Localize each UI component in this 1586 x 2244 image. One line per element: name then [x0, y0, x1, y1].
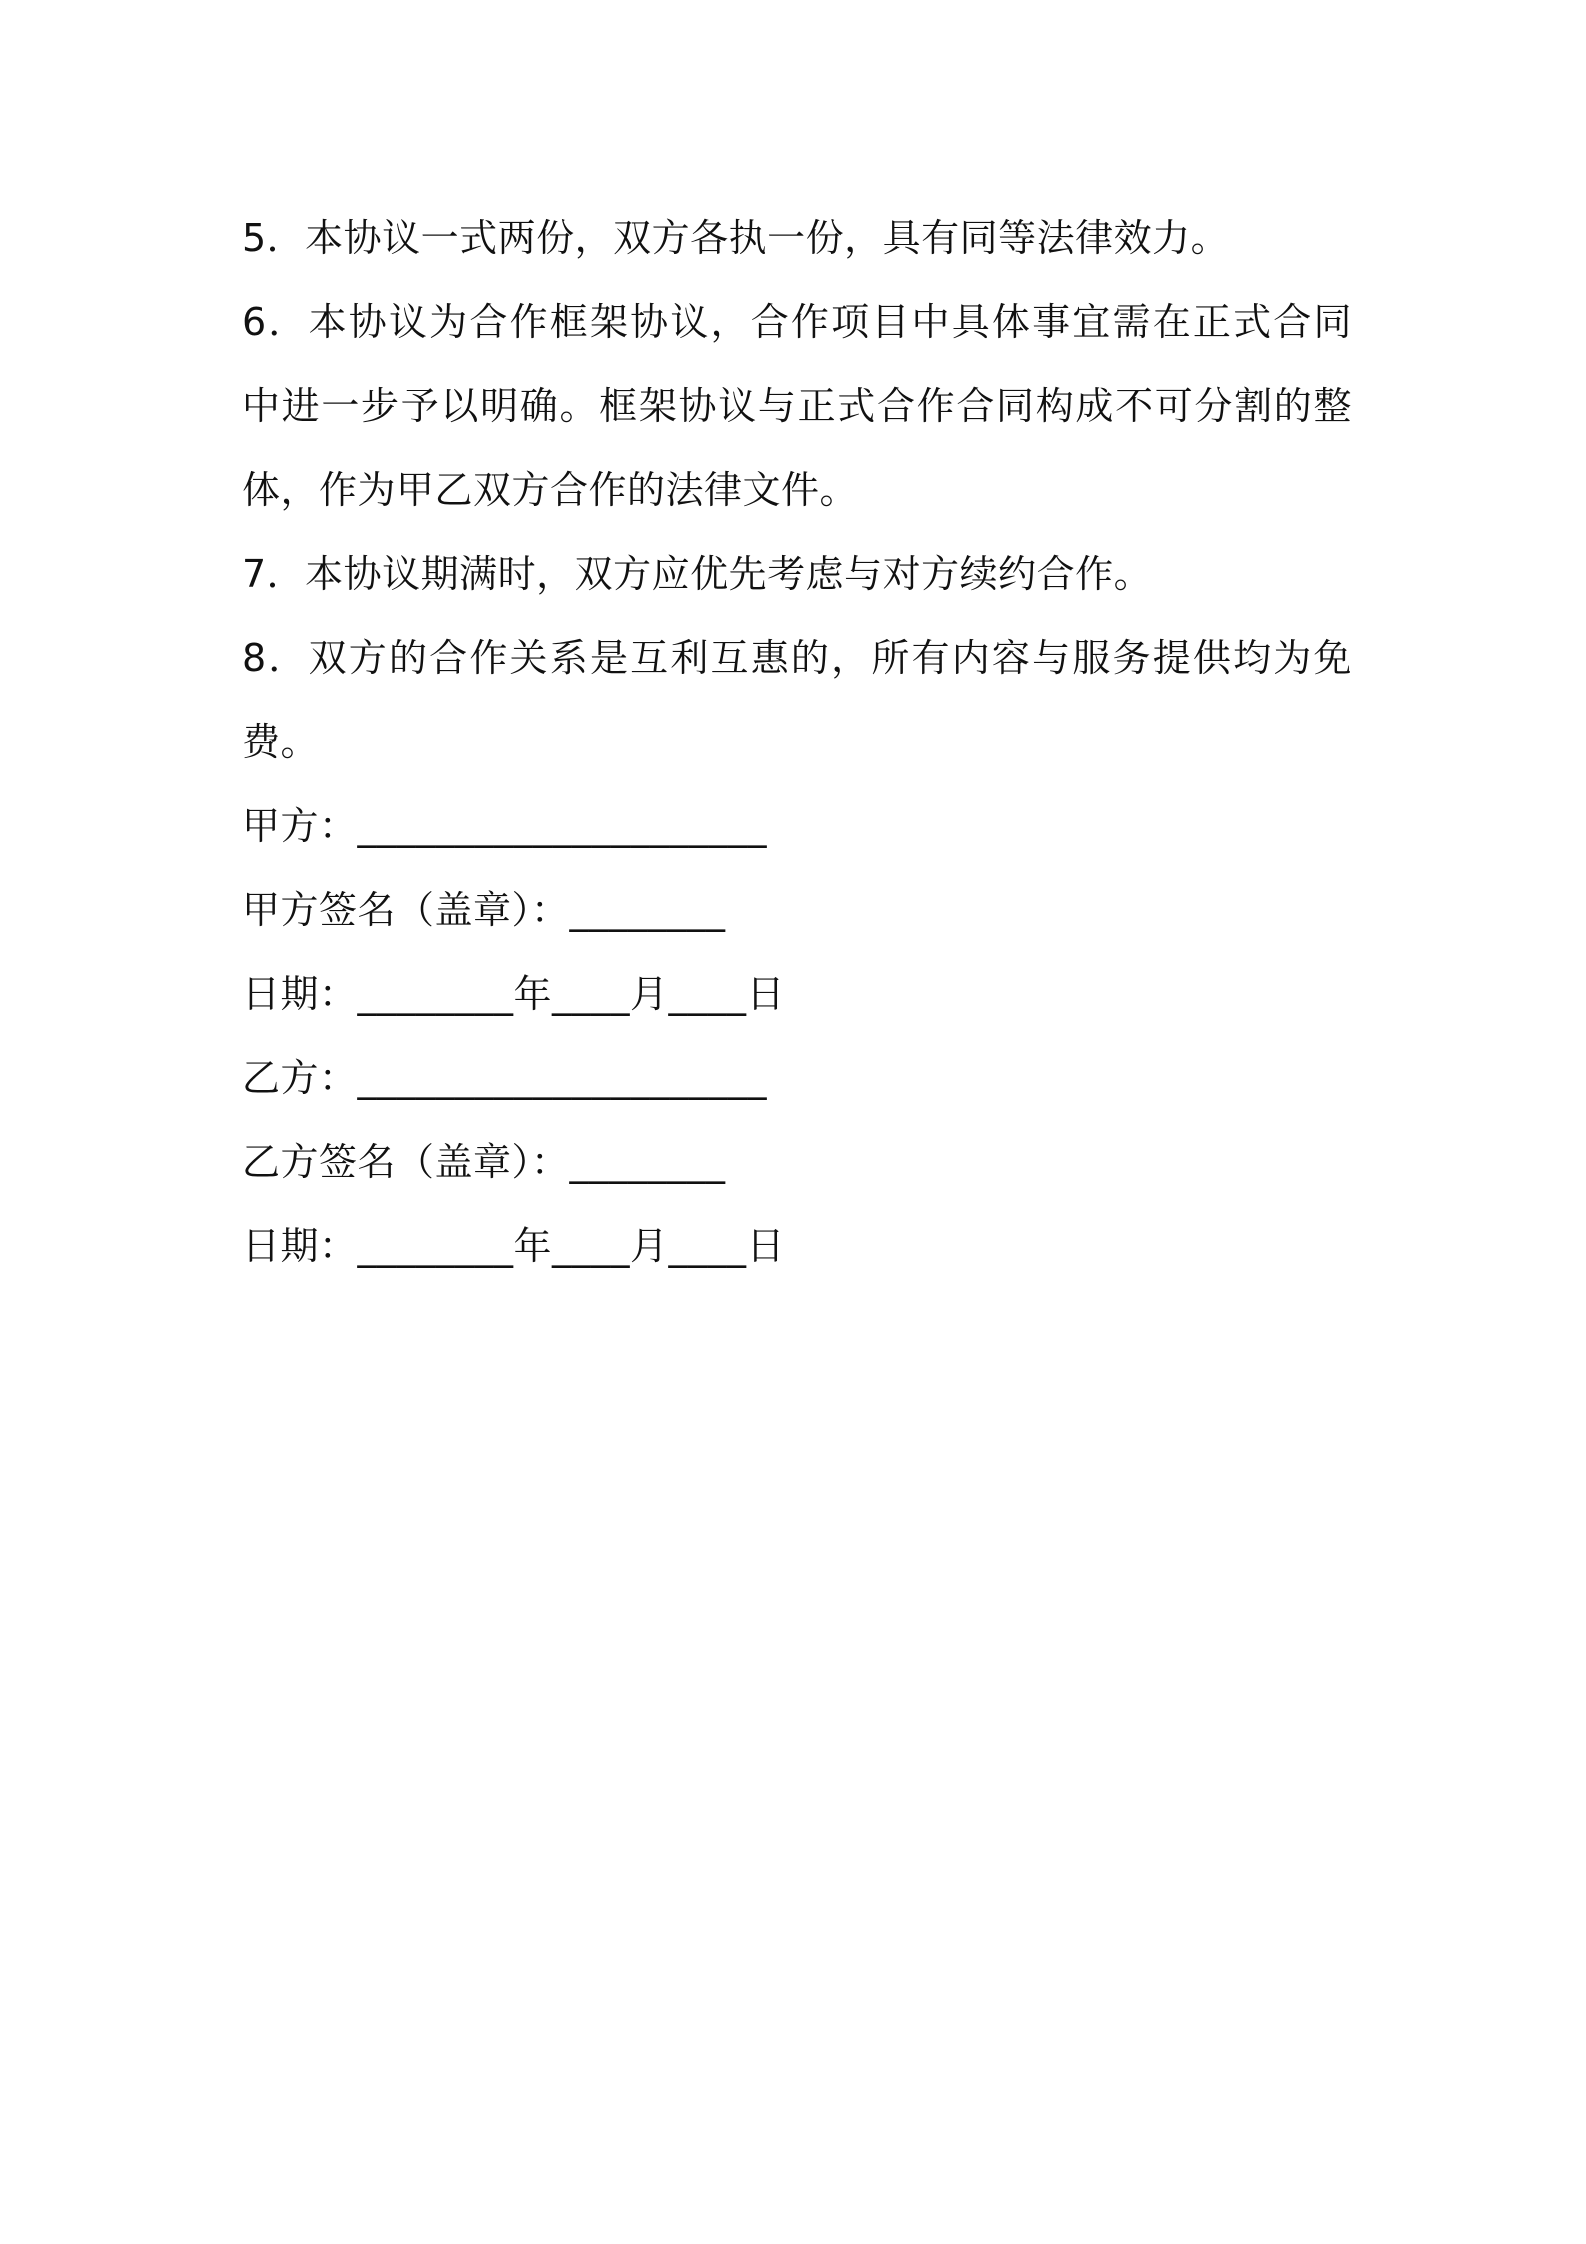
clause-8-line-2: 费。	[242, 720, 320, 764]
party-b-date-field: 日期：________年____月____日	[242, 1224, 786, 1268]
party-a-date-field: 日期：________年____月____日	[242, 972, 786, 1016]
clause-7	[242, 532, 1352, 616]
clause-6-line-3: 体，作为甲乙双方合作的法律文件。	[242, 468, 859, 512]
clause-7-line-1: 7．本协议期满时，双方应优先考虑与对方续约合作。	[242, 552, 1153, 596]
clause-8-line-1: 8．双方的合作关系是互利互惠的，所有内容与服务提供均为免	[242, 636, 1352, 680]
signature-block	[242, 784, 1352, 1288]
document-body	[242, 196, 1352, 1288]
party-a-field: 甲方：_____________________	[242, 804, 768, 848]
clause-5-line-1: 5．本协议一式两份，双方各执一份，具有同等法律效力。	[242, 216, 1230, 260]
party-a-signature-field: 甲方签名（盖章）：________	[242, 888, 726, 932]
clause-5	[242, 196, 1352, 280]
party-b-signature-field: 乙方签名（盖章）：________	[242, 1140, 726, 1184]
clause-6-line-1: 6．本协议为合作框架协议，合作项目中具体事宜需在正式合同	[242, 300, 1352, 344]
clause-8	[242, 616, 1352, 784]
clause-6-line-2: 中进一步予以明确。框架协议与正式合作合同构成不可分割的整	[242, 384, 1352, 428]
party-b-field: 乙方：_____________________	[242, 1056, 768, 1100]
clause-6	[242, 280, 1352, 532]
